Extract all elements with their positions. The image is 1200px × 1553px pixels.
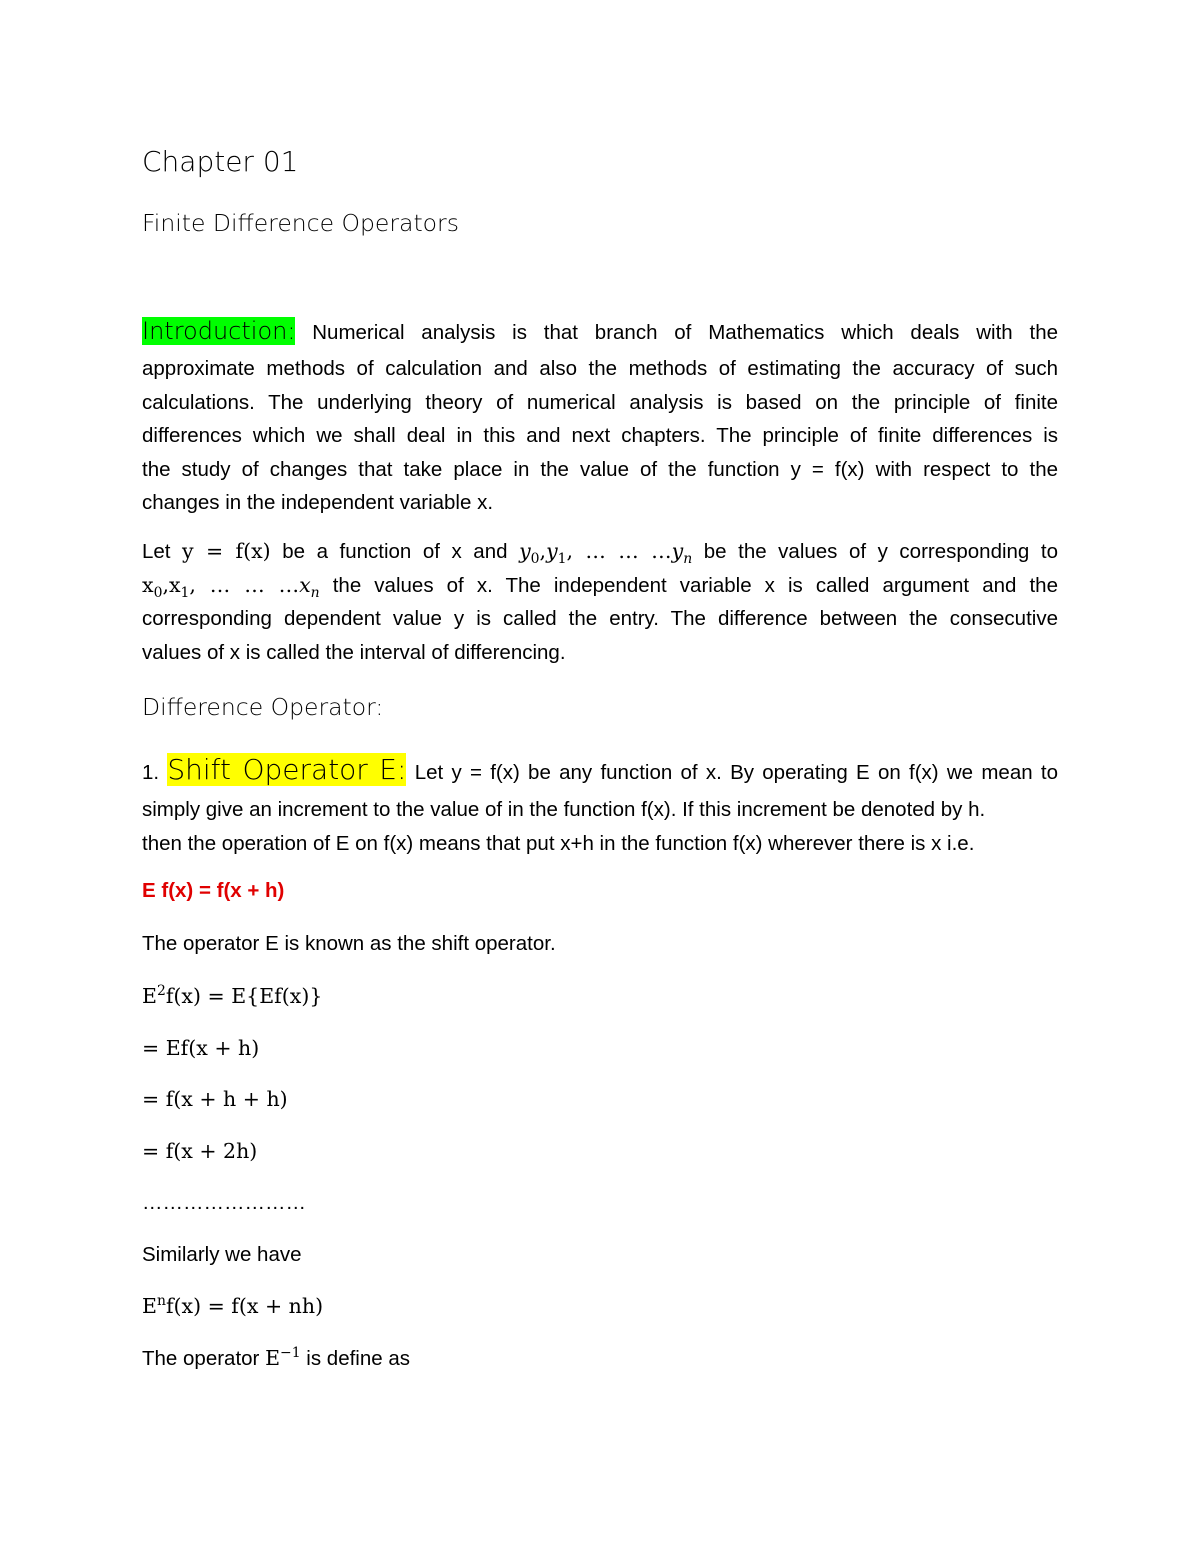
math-y-sequence: $y_0,y_1$, … … $\dots y_n$ (519, 539, 693, 568)
eq-step-1: = Ef(x + h) (142, 1036, 260, 1060)
intro-paragraph (142, 312, 1058, 520)
shift-formula: E f(x) = f(x + h) (142, 879, 285, 902)
math-x-sequence: $x_0,x_1$, … … $\dots x_n$ (142, 572, 320, 601)
eq-e-power-n: $E^nf(x) = f(x + nh)$ (142, 1293, 324, 1318)
intro-label: Introduction: (142, 317, 296, 345)
para2-line-4: values of x is called the interval of differencing. (142, 640, 566, 664)
inverse-operator-line: The operator $E^{-1}$ is define as (142, 1345, 410, 1370)
continuation-dots: …………………… (142, 1191, 306, 1214)
intro-line-1: Introduction: Numerical analysis is that branch of Mathematics which deals with the (142, 317, 1058, 345)
shift-operator-paragraph (142, 750, 1058, 860)
intro-line-2: approximate methods of calculation and also the methods of estimating the accuracy of such (142, 357, 1058, 380)
eq-e-squared: $E^2f(x) = E\{Ef(x)\}$ (142, 983, 323, 1008)
para2-line-1: Let y = f(x) be a function of x and $y_0,y_1$, … … $\dots y_n$ be the values of y corresponding to (142, 539, 1058, 568)
shift-number: 1. (142, 761, 160, 784)
intro-line-6: changes in the independent variable x. (142, 491, 494, 514)
similarly-text: Similarly we have (142, 1243, 302, 1266)
shift-line-2: simply give an increment to the value of in the function f(x). If this increment be denoted by h. (142, 798, 986, 821)
math-e-inverse: $E^{-1}$ (265, 1345, 301, 1370)
shift-line-3: then the operation of E on f(x) means that put x+h in the function f(x) wherever there is x i.e. (142, 831, 975, 855)
shift-line-1: 1. Shift Operator E: Let y = f(x) be any function of x. By operating E on f(x) we mean to (142, 753, 1058, 786)
intro-line-3: calculations. The underlying theory of numerical analysis is based on the principle of finite (142, 390, 1058, 414)
definitions-paragraph (142, 535, 1058, 669)
intro-line-4: differences which we shall deal in this and next chapters. The principle of finite differences is (142, 424, 1058, 447)
math-y-equals-fx: y = f(x) (182, 539, 271, 563)
section-heading: Difference Operator: (142, 693, 384, 721)
chapter-number: Chapter 01 (142, 145, 299, 178)
eq-step-3: = f(x + 2h) (142, 1139, 258, 1163)
eq-step-2: = f(x + h + h) (142, 1087, 288, 1111)
para2-line-2: $x_0,x_1$, … … $\dots x_n$ the values of x. The independent variable x is called argument and the (142, 572, 1058, 601)
chapter-title: Finite Difference Operators (142, 209, 459, 237)
para2-line-3: corresponding dependent value y is called the entry. The difference between the consecutive (142, 607, 1058, 630)
shift-title: Shift Operator E: (167, 753, 407, 786)
intro-line-5: the study of changes that take place in the value of the function y = f(x) with respect to the (142, 457, 1058, 481)
shift-known-as: The operator E is known as the shift operator. (142, 932, 556, 955)
